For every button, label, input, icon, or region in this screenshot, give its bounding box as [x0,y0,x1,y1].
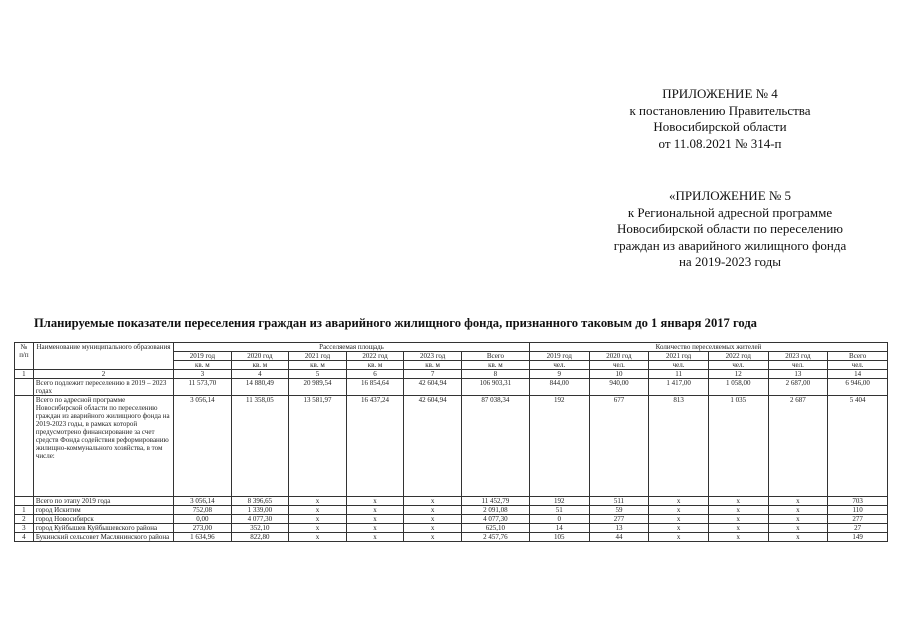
appendix-5-line: на 2019-2023 годы [678,254,782,269]
column-number: 8 [461,370,529,379]
people-value: x [768,506,828,515]
people-value: x [708,506,768,515]
people-value: 110 [828,506,888,515]
municipality-name: Всего подлежит переселению в 2019 – 2023 годах [33,379,173,396]
area-value: 3 056,14 [174,497,232,506]
row-number: 1 [15,506,34,515]
area-value: 1 634,96 [174,533,232,542]
unit-header: чел. [649,361,709,370]
people-value: 14 [529,524,589,533]
people-value: 277 [589,515,649,524]
area-value: 16 437,24 [346,396,404,497]
area-value: 4 077,30 [461,515,529,524]
people-value: 0 [529,515,589,524]
area-value: 13 581,97 [289,396,347,497]
unit-header: кв. м [404,361,462,370]
year-header: 2021 год [649,352,709,361]
area-value: 3 056,14 [174,396,232,497]
unit-header: кв. м [174,361,232,370]
year-header: 2021 год [289,352,347,361]
area-value: 2 091,08 [461,506,529,515]
area-value: x [404,524,462,533]
table-row [15,533,888,542]
area-value: x [404,497,462,506]
area-value: 8 396,65 [231,497,289,506]
table-row [15,524,888,533]
area-value: 625,10 [461,524,529,533]
people-value: x [708,533,768,542]
table-row [15,506,888,515]
people-value: x [708,524,768,533]
document-title: Планируемые показатели переселения граждан из аварийного жилищного фонда, признанного таковым до 1 января 2017 года [34,316,757,330]
area-value: 2 457,76 [461,533,529,542]
area-value: 11 358,05 [231,396,289,497]
area-value: 20 989,54 [289,379,347,396]
area-value: 106 903,31 [461,379,529,396]
people-value: 511 [589,497,649,506]
people-value: x [768,515,828,524]
area-value: 822,80 [231,533,289,542]
unit-header: кв. м [231,361,289,370]
people-value: 2 687 [768,396,828,497]
people-value: 27 [828,524,888,533]
column-number: 1 [15,370,34,379]
column-number: 7 [404,370,462,379]
row-number: 3 [15,524,34,533]
municipality-name: город Искитим [33,506,173,515]
column-number: 12 [708,370,768,379]
year-header: 2023 год [404,352,462,361]
municipality-name: Всего по адресной программе Новосибирской области по переселению граждан из аварийного жилищного фонда на 2019-2023 годы, в рамках которой предусмотрено финансирование за счет средств Фонда содействия реформированию жилищно-коммунального хозяйства, в том числе: [33,396,173,497]
people-value: x [768,524,828,533]
appendix-5-header [590,188,870,271]
table-row [15,497,888,506]
municipality-name: город Куйбышев Куйбышевского района [33,524,173,533]
people-value: 844,00 [529,379,589,396]
column-number: 10 [589,370,649,379]
appendix-5-line: к Региональной адресной программе [627,204,833,220]
people-value: 192 [529,396,589,497]
municipality-name: город Новосибирск [33,515,173,524]
people-value: 813 [649,396,709,497]
area-value: 16 854,64 [346,379,404,396]
column-number: 14 [828,370,888,379]
row-number [15,497,34,506]
area-value: 1 339,00 [231,506,289,515]
year-header: 2020 год [589,352,649,361]
municipality-name: Букинский сельсовет Маслянинского района [33,533,173,542]
column-number: 6 [346,370,404,379]
area-value: x [404,515,462,524]
appendix-4-line: Новосибирской области [653,119,787,134]
header-area: Расселяемая площадь [174,343,530,352]
area-value: x [346,533,404,542]
area-value: 11 452,79 [461,497,529,506]
year-header: Всего [828,352,888,361]
people-value: 149 [828,533,888,542]
appendix-4-line: к постановлению Правительства [629,102,811,118]
year-header: 2023 год [768,352,828,361]
year-header: 2020 год [231,352,289,361]
year-header: 2019 год [529,352,589,361]
column-number: 11 [649,370,709,379]
appendix-4-header [600,86,840,152]
unit-header: кв. м [289,361,347,370]
people-value: 105 [529,533,589,542]
people-value: 940,00 [589,379,649,396]
people-value: 677 [589,396,649,497]
area-value: 11 573,70 [174,379,232,396]
appendix-4-line: ПРИЛОЖЕНИЕ № 4 [662,86,778,101]
table-row [15,515,888,524]
column-number: 5 [289,370,347,379]
people-value: x [649,524,709,533]
header-people: Количество переселяемых жителей [529,343,887,352]
area-value: x [404,506,462,515]
row-number [15,379,34,396]
area-value: x [289,524,347,533]
unit-header: чел. [589,361,649,370]
unit-header: чел. [708,361,768,370]
column-number-row [15,370,888,379]
appendix-4-line: от 11.08.2021 № 314-п [658,135,782,151]
people-value: 5 404 [828,396,888,497]
appendix-5-line: «ПРИЛОЖЕНИЕ № 5 [668,188,792,203]
people-value: 51 [529,506,589,515]
people-value: 277 [828,515,888,524]
header-name: Наименование муниципального образования [33,343,173,370]
people-value: x [768,533,828,542]
people-value: x [649,506,709,515]
unit-header: чел. [768,361,828,370]
column-number: 4 [231,370,289,379]
header-number: № п/п [15,343,34,370]
area-value: 273,00 [174,524,232,533]
column-number: 13 [768,370,828,379]
area-value: 14 880,49 [231,379,289,396]
row-number: 2 [15,515,34,524]
people-value: x [649,533,709,542]
year-header: 2022 год [708,352,768,361]
appendix-5-line: Новосибирской области по переселению [616,221,843,236]
unit-header: кв. м [346,361,404,370]
people-value: 59 [589,506,649,515]
people-value: 13 [589,524,649,533]
area-value: x [346,515,404,524]
year-header: 2019 год [174,352,232,361]
area-value: 352,10 [231,524,289,533]
appendix-5-line: граждан из аварийного жилищного фонда [613,237,847,253]
row-number: 4 [15,533,34,542]
area-value: x [404,533,462,542]
column-number: 3 [174,370,232,379]
table-row [15,396,888,497]
resettlement-table [14,342,888,542]
table-header [15,343,888,379]
area-value: x [346,497,404,506]
row-number [15,396,34,497]
municipality-name: Всего по этапу 2019 года [33,497,173,506]
area-value: x [289,506,347,515]
area-value: x [289,515,347,524]
year-header: 2022 год [346,352,404,361]
year-header: Всего [461,352,529,361]
column-number: 2 [33,370,173,379]
unit-header: кв. м [461,361,529,370]
people-value: x [649,497,709,506]
area-value: x [346,524,404,533]
table-row [15,379,888,396]
unit-header: чел. [529,361,589,370]
people-value: x [649,515,709,524]
people-value: x [708,497,768,506]
people-value: 44 [589,533,649,542]
people-value: 192 [529,497,589,506]
people-value: 703 [828,497,888,506]
area-value: 752,08 [174,506,232,515]
area-value: 42 604,94 [404,396,462,497]
column-number: 9 [529,370,589,379]
area-value: 42 604,94 [404,379,462,396]
area-value: x [346,506,404,515]
area-value: x [289,533,347,542]
area-value: 87 038,34 [461,396,529,497]
people-value: 1 035 [708,396,768,497]
people-value: 1 417,00 [649,379,709,396]
people-value: 6 946,00 [828,379,888,396]
people-value: x [768,497,828,506]
table-body [15,379,888,542]
people-value: 2 687,00 [768,379,828,396]
area-value: x [289,497,347,506]
people-value: 1 058,00 [708,379,768,396]
area-value: 0,00 [174,515,232,524]
people-value: x [708,515,768,524]
area-value: 4 077,30 [231,515,289,524]
unit-header: чел. [828,361,888,370]
